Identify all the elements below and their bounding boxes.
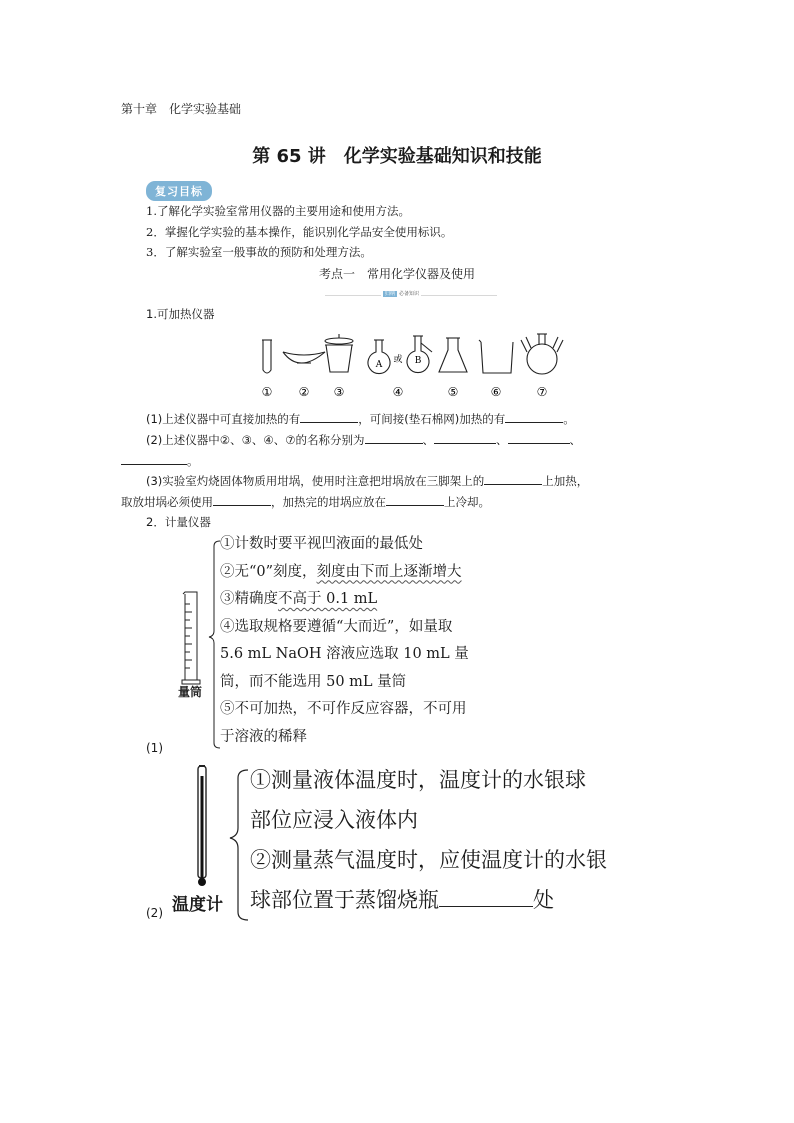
section1-heading: 1.可加热仪器 (146, 307, 215, 321)
thermometer-note-4b: 处 (533, 888, 554, 912)
evaporating-dish-icon (283, 352, 325, 363)
objective-item-1: 1.了解化学实验室常用仪器的主要用途和使用方法。 (146, 204, 410, 218)
q2-text-a: (2)上述仪器中②、③、④、⑦的名称分别为 (146, 433, 365, 447)
thermometer-blank[interactable] (439, 888, 533, 907)
cylinder-number: (1) (146, 741, 163, 755)
thermometer-label: 温度计 (172, 895, 223, 915)
three-neck-flask-icon (521, 334, 563, 374)
q1-blank-indirect[interactable] (505, 410, 563, 423)
q3-text-b: 上加热， (542, 474, 589, 488)
cylinder-note-4: ④选取规格要遵循“大而近”，如量取 (220, 618, 453, 635)
cylinder-note-3b: 不高于 0.1 mL (278, 591, 378, 607)
q1-blank-direct[interactable] (300, 410, 358, 423)
q2-blank-1[interactable] (365, 431, 423, 444)
q2-sep-1: 、 (422, 433, 435, 447)
instrument-number-2: ② (298, 385, 310, 399)
separator-tag-label: 归纳 (385, 291, 396, 297)
question-2 (146, 430, 686, 450)
q2-blank-3[interactable] (508, 431, 570, 444)
objectives-badge: 复习目标 (146, 181, 212, 201)
cylinder-figure (176, 536, 224, 756)
distillation-flask-b-icon (407, 336, 432, 373)
chapter-header: 第十章 化学实验基础 (121, 102, 242, 116)
thermometer-brace (230, 770, 248, 920)
instrument-number-3: ③ (333, 385, 345, 399)
q2-sep-3: 、 (569, 433, 582, 447)
q3-text-e: 上冷却。 (444, 495, 490, 509)
or-label: 或 (393, 355, 403, 365)
question-3-cont (121, 492, 681, 512)
section2-heading: 2．计量仪器 (146, 515, 211, 529)
heating-instruments-figure (255, 330, 565, 402)
thermometer-note-4 (250, 880, 607, 920)
q2-blank-2[interactable] (434, 431, 496, 444)
cylinder-note-6: 筒，而不能选用 50 mL 量筒 (220, 673, 407, 690)
thermometer-number: (2) (146, 906, 163, 920)
conical-flask-icon (439, 338, 467, 372)
q1-text-b: ，可间接(垫石棉网)加热的有 (358, 412, 506, 426)
cylinder-note-2b: 刻度由下而上逐渐增大 (316, 563, 462, 580)
test-tube-icon (262, 340, 272, 373)
thermometer-notes (250, 760, 607, 920)
question-3 (146, 471, 686, 491)
q2-end: 。 (187, 454, 199, 468)
thermometer-note-3: ②测量蒸气温度时，应使温度计的水银 (250, 848, 607, 872)
cylinder-notes (220, 531, 469, 751)
q2-sep-2: 、 (496, 433, 508, 447)
thermometer-note-4a: 球部位置于蒸馏烧瓶 (250, 888, 439, 912)
thermometer-note-2: 部位应浸入液体内 (250, 808, 418, 832)
cylinder-note-7: ⑤不可加热，不可作反应容器，不可用 (220, 701, 467, 717)
cylinder-brace (209, 541, 220, 748)
cylinder-note-2a: ②无“0”刻度， (220, 563, 317, 580)
cylinder-note-2 (220, 559, 469, 587)
crucible-icon (325, 334, 353, 372)
q3-blank-1[interactable] (484, 472, 542, 485)
instrument-number-1: ① (261, 385, 273, 399)
cylinder-note-3 (220, 586, 469, 614)
thermometer-icon (198, 766, 206, 886)
instrument-number-7: ⑦ (536, 385, 548, 399)
cylinder-note-3a: ③精确度 (220, 591, 278, 607)
instrument-number-5: ⑤ (447, 385, 459, 399)
kaodian-heading: 考点一 常用化学仪器及使用 (318, 267, 475, 281)
q3-text-c: 取放坩埚必须使用 (121, 495, 213, 509)
cylinder-note-1: ①计数时要平视凹液面的最低处 (220, 536, 423, 552)
thermometer-note-1: ①测量液体温度时，温度计的水银球 (250, 768, 586, 792)
q3-text-a: (3)实验室灼烧固体物质用坩埚，使用时注意把坩埚放在三脚架上的 (146, 474, 485, 488)
graduated-cylinder-icon (182, 592, 200, 684)
cylinder-label: 量筒 (178, 685, 203, 699)
cylinder-note-8: 于溶液的稀释 (220, 728, 307, 745)
separator-tag (381, 290, 421, 297)
flask-label-a: A (375, 360, 383, 370)
q3-blank-2[interactable] (213, 493, 271, 506)
objective-item-2: 2．掌握化学实验的基本操作，能识别化学品安全使用标识。 (146, 225, 453, 239)
q2-blank-4[interactable] (121, 452, 187, 465)
q1-text-c: 。 (563, 412, 575, 426)
q3-blank-3[interactable] (386, 493, 444, 506)
q1-text-a: (1)上述仪器中可直接加热的有 (146, 412, 301, 426)
page-title: 第 65 讲 化学实验基础知识和技能 (252, 146, 542, 167)
instrument-number-4: ④ (392, 385, 404, 399)
beaker-icon (479, 340, 513, 373)
q3-text-d: ，加热完的坩埚应放在 (271, 495, 386, 509)
instrument-number-6: ⑥ (490, 385, 502, 399)
separator-text: 必备知识 (399, 291, 420, 297)
question-1 (146, 409, 686, 429)
objective-item-3: 3．了解实验室一般事故的预防和处理方法。 (146, 245, 372, 259)
question-2-cont (121, 451, 681, 471)
cylinder-note-5: 5.6 mL NaOH 溶液应选取 10 mL 量 (220, 646, 469, 662)
flask-label-b: B (414, 356, 422, 366)
